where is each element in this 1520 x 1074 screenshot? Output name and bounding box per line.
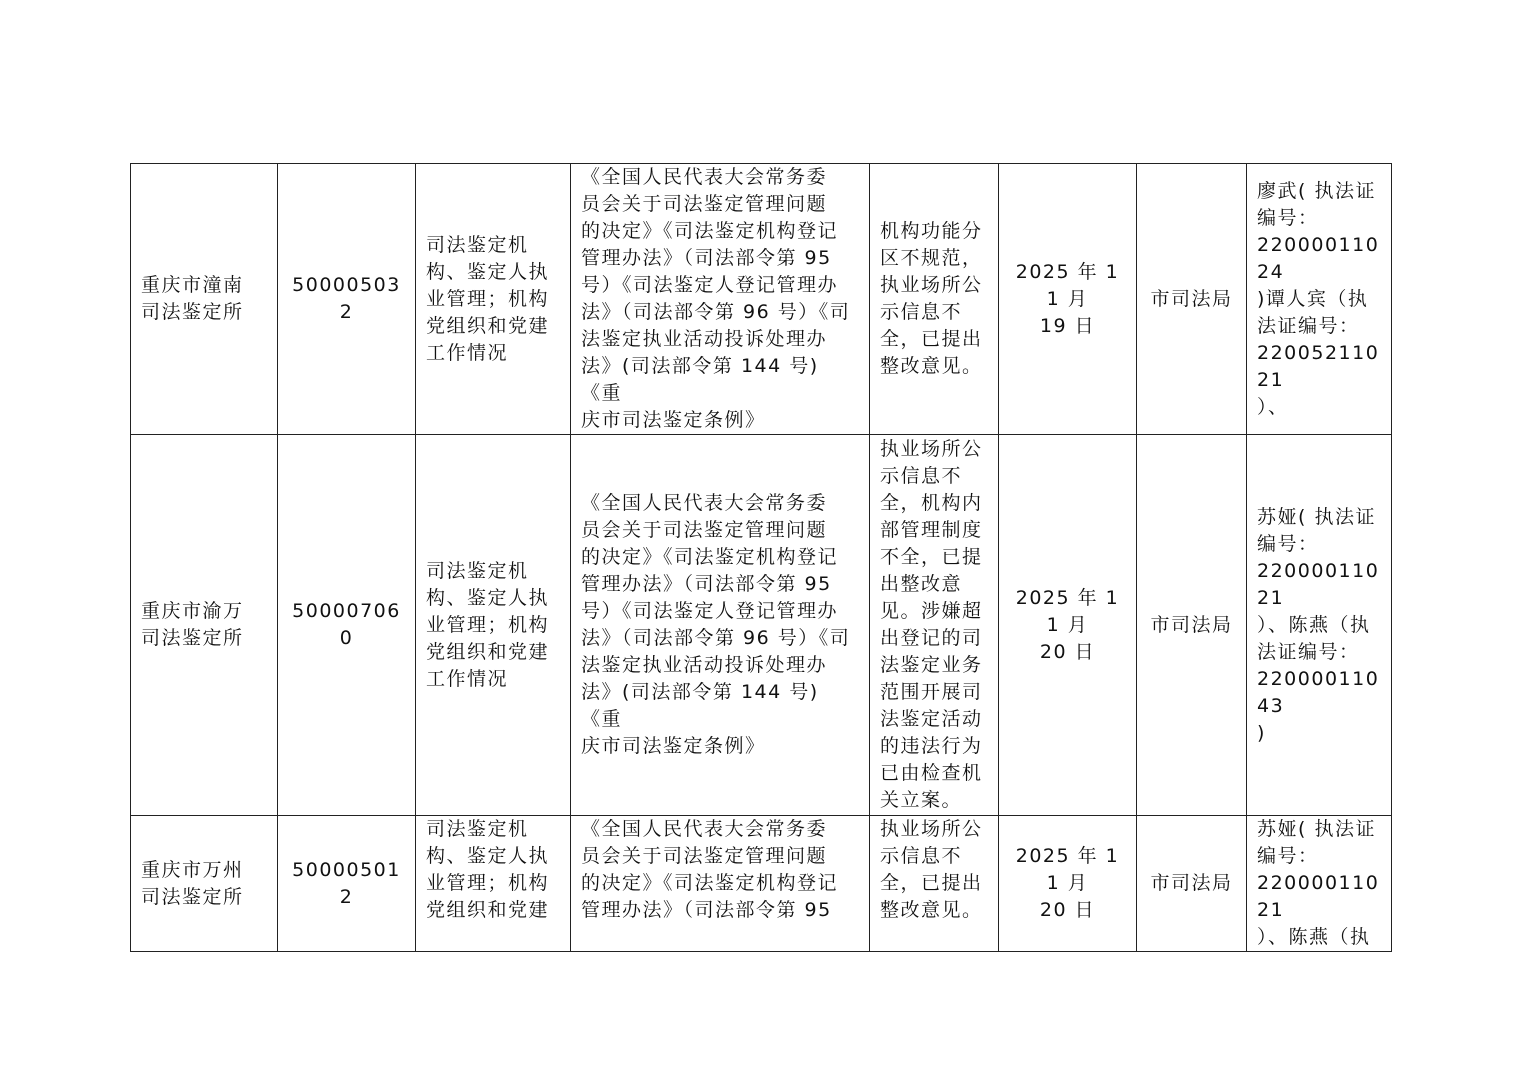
inspection-item-cell: 司法鉴定机 构、鉴定人执 业管理；机构 党组织和党建: [416, 816, 571, 952]
table-row: [131, 164, 1392, 435]
table-row: [131, 816, 1392, 952]
table-row: [131, 435, 1392, 816]
inspector-cell: 苏娅( 执法证 编号： 22000011021 ）、陈燕（执 法证编号： 22000011043 ): [1247, 435, 1392, 816]
inspector-cell: 苏娅( 执法证 编号： 22000011021 ）、陈燕（执: [1247, 816, 1392, 952]
inspector-cell: 廖武( 执法证 编号： 22000011024 )谭人宾（执 法证编号： 22005211021 ）、: [1247, 164, 1392, 435]
inspecting-authority-cell: 市司法局: [1137, 816, 1247, 952]
inspection-result-cell: 机构功能分 区不规范， 执业场所公 示信息不 全，已提出 整改意见。: [870, 164, 999, 435]
inspection-result-cell: 执业场所公 示信息不 全，机构内 部管理制度 不全，已提 出整改意 见。涉嫌超 出登记的司 法鉴定业务 范围开展司 法鉴定活动 的违法行为 已由检查机 关立案。: [870, 435, 999, 816]
institution-name-cell: 重庆市渝万 司法鉴定所: [131, 435, 278, 816]
institution-code-cell: 500005032: [278, 164, 416, 435]
inspection-item-cell: 司法鉴定机 构、鉴定人执 业管理；机构 党组织和党建 工作情况: [416, 164, 571, 435]
inspection-date-cell: 2025 年 11 月 19 日: [999, 164, 1137, 435]
inspecting-authority-cell: 市司法局: [1137, 435, 1247, 816]
legal-basis-cell: 《全国人民代表大会常务委 员会关于司法鉴定管理问题 的决定》《司法鉴定机构登记 管理办法》（司法部令第 95 号）《司法鉴定人登记管理办 法》（司法部令第 96 号）《司 法鉴定执业活动投诉处理办 法》(司法部令第 144 号)《重 庆市司法鉴定条例》: [571, 164, 870, 435]
legal-basis-cell: 《全国人民代表大会常务委 员会关于司法鉴定管理问题 的决定》《司法鉴定机构登记 管理办法》（司法部令第 95: [571, 816, 870, 952]
legal-basis-cell: 《全国人民代表大会常务委 员会关于司法鉴定管理问题 的决定》《司法鉴定机构登记 管理办法》（司法部令第 95 号）《司法鉴定人登记管理办 法》（司法部令第 96 号）《司 法鉴定执业活动投诉处理办 法》(司法部令第 144 号)《重 庆市司法鉴定条例》: [571, 435, 870, 816]
institution-code-cell: 500007060: [278, 435, 416, 816]
inspection-result-cell: 执业场所公 示信息不 全，已提出 整改意见。: [870, 816, 999, 952]
institution-code-cell: 500005012: [278, 816, 416, 952]
inspecting-authority-cell: 市司法局: [1137, 164, 1247, 435]
inspection-item-cell: 司法鉴定机 构、鉴定人执 业管理；机构 党组织和党建 工作情况: [416, 435, 571, 816]
institution-name-cell: 重庆市潼南 司法鉴定所: [131, 164, 278, 435]
inspection-date-cell: 2025 年 11 月 20 日: [999, 435, 1137, 816]
inspection-date-cell: 2025 年 11 月 20 日: [999, 816, 1137, 952]
institution-name-cell: 重庆市万州 司法鉴定所: [131, 816, 278, 952]
inspection-table: [130, 163, 1392, 952]
